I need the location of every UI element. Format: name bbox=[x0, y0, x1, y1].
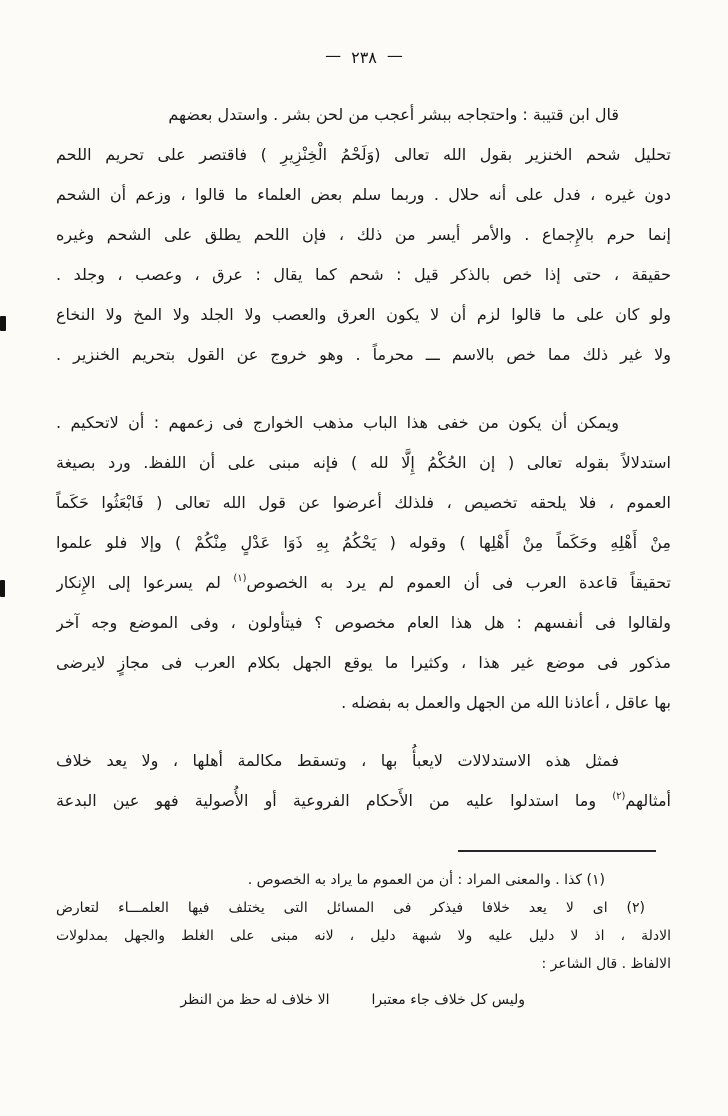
paragraph-2 bbox=[56, 403, 671, 723]
body-line: مذكور فى موضع غير هذا ، وكثيرا ما يوقع الجهل بكلام العرب فى مجازٍ لايرضى bbox=[56, 653, 671, 672]
page-number-header bbox=[0, 48, 728, 67]
body-line: ولو كان على ما قالوا لزم أن لا يكون العرق والعصب ولا الجلد ولا المخ ولا النخاع bbox=[56, 305, 671, 324]
paragraph-3 bbox=[56, 741, 671, 821]
footnote-marker-1: (١) bbox=[233, 573, 247, 584]
body-line: العموم ، فلا يلحقه تخصيص ، فلذلك أعرضوا عن قول الله تعالى ( فَابْعَثُوا حَكَماً bbox=[56, 493, 671, 512]
body-line: مِنْ أَهْلِهِ وحَكَماً مِنْ أَهْلِها ) وقوله ( يَحْكُمُ بِهِ ذَوَا عَدْلٍ مِنْكُمْ ) وإلا فلو علموا bbox=[56, 533, 671, 552]
footnote-2-line: (٢) اى لا يعد خلافا فيذكر فى المسائل التى يختلف فيها العلمـــاء لتعارض bbox=[56, 900, 645, 916]
paragraph-1 bbox=[56, 95, 671, 375]
page-number-right-dash: — bbox=[325, 46, 342, 65]
body-line: ولا غير ذلك مما خص بالاسم ـــ محرماً . وهو خروج عن القول بتحريم الخنزير . bbox=[56, 345, 671, 364]
body-line: إنما حرم بالإِجماع . والأمر أيسر من ذلك ، فإن اللحم يطلق على الشحم وغيره bbox=[56, 225, 671, 244]
page-number-left-dash: — bbox=[386, 46, 403, 65]
body-line: تحليل شحم الخنزير بقول الله تعالى (وَلَحْمُ الْخِنْزِيرِ ) فاقتصر على تحريم اللحم bbox=[56, 145, 671, 164]
main-text-block bbox=[56, 95, 671, 821]
footnote-1: (١) كذا . والمعنى المراد : أن من العموم ما يراد به الخصوص . bbox=[247, 872, 605, 888]
verse-first-hemistich: وليس كل خلاف جاء معتبرا bbox=[371, 992, 525, 1008]
scan-artifact bbox=[0, 316, 6, 331]
footnote-2-line: الالفاظ . قال الشاعر : bbox=[541, 956, 671, 972]
poetry-verse bbox=[56, 986, 671, 1014]
line-text: تحقيقاً قاعدة العرب فى أن العموم لم يرد به الخصوص bbox=[246, 573, 671, 592]
body-line: قال ابن قتيبة : واحتجاجه ببشر أعجب من لحن بشر . واستدل بعضهم bbox=[168, 105, 619, 124]
body-line: فمثل هذه الاستدلالات لايعبأُ بها ، وتسقط مكالمة أهلها ، ولا يعد خلاف bbox=[56, 751, 619, 770]
body-line: ولقالوا فى أنفسهم : هل هذا العام مخصوص ؟ فيتأولون ، وفى الموضع وجه آخر bbox=[56, 613, 671, 632]
body-line-with-footnote-ref bbox=[56, 781, 671, 821]
body-line-with-footnote-ref bbox=[56, 563, 671, 603]
footnote-separator-rule bbox=[458, 850, 656, 852]
body-line: ويمكن أن يكون من خفى هذا الباب مذهب الخوارج فى زعمهم : أن لاتحكيم . bbox=[56, 413, 619, 432]
verse-second-hemistich: الا خلاف له حظ من النظر bbox=[180, 992, 330, 1008]
footnote-2-line: الادلة ، اذ لا دليل عليه ولا شبهة دليل ، لانه مبنى على الغلط والجهل بمدلولات bbox=[56, 928, 671, 944]
body-line: دون غيره ، فدل على أنه حلال . وربما سلم بعض العلماء ما قالوا ، وزعم أن الشحم bbox=[56, 185, 671, 204]
line-text: وما استدلوا عليه من الأَحكام الفروعية أو الأُصولية فهو عين البدعة bbox=[56, 791, 613, 810]
line-text: أمثالهم bbox=[625, 791, 671, 810]
body-line: استدلالاً بقوله تعالى ( إن الحُكْمُ إِلَّا لله ) فإنه مبنى على أن اللفظ. ورد بصيغة bbox=[56, 453, 671, 472]
line-text: لم يسرعوا إلى الإِنكار bbox=[56, 573, 234, 592]
footnotes-section bbox=[56, 850, 671, 1014]
scan-artifact bbox=[0, 580, 5, 597]
body-line: حقيقة ، حتى إذا خص بالذكر قيل : شحم كما يقال : عرق ، وعصب ، وجلد . bbox=[56, 265, 671, 284]
page-number: ٢٣٨ bbox=[351, 48, 377, 67]
body-line: بها عاقل ، أعاذنا الله من الجهل والعمل به بفضله . bbox=[341, 693, 671, 712]
footnote-marker-2: (٢) bbox=[612, 791, 626, 802]
